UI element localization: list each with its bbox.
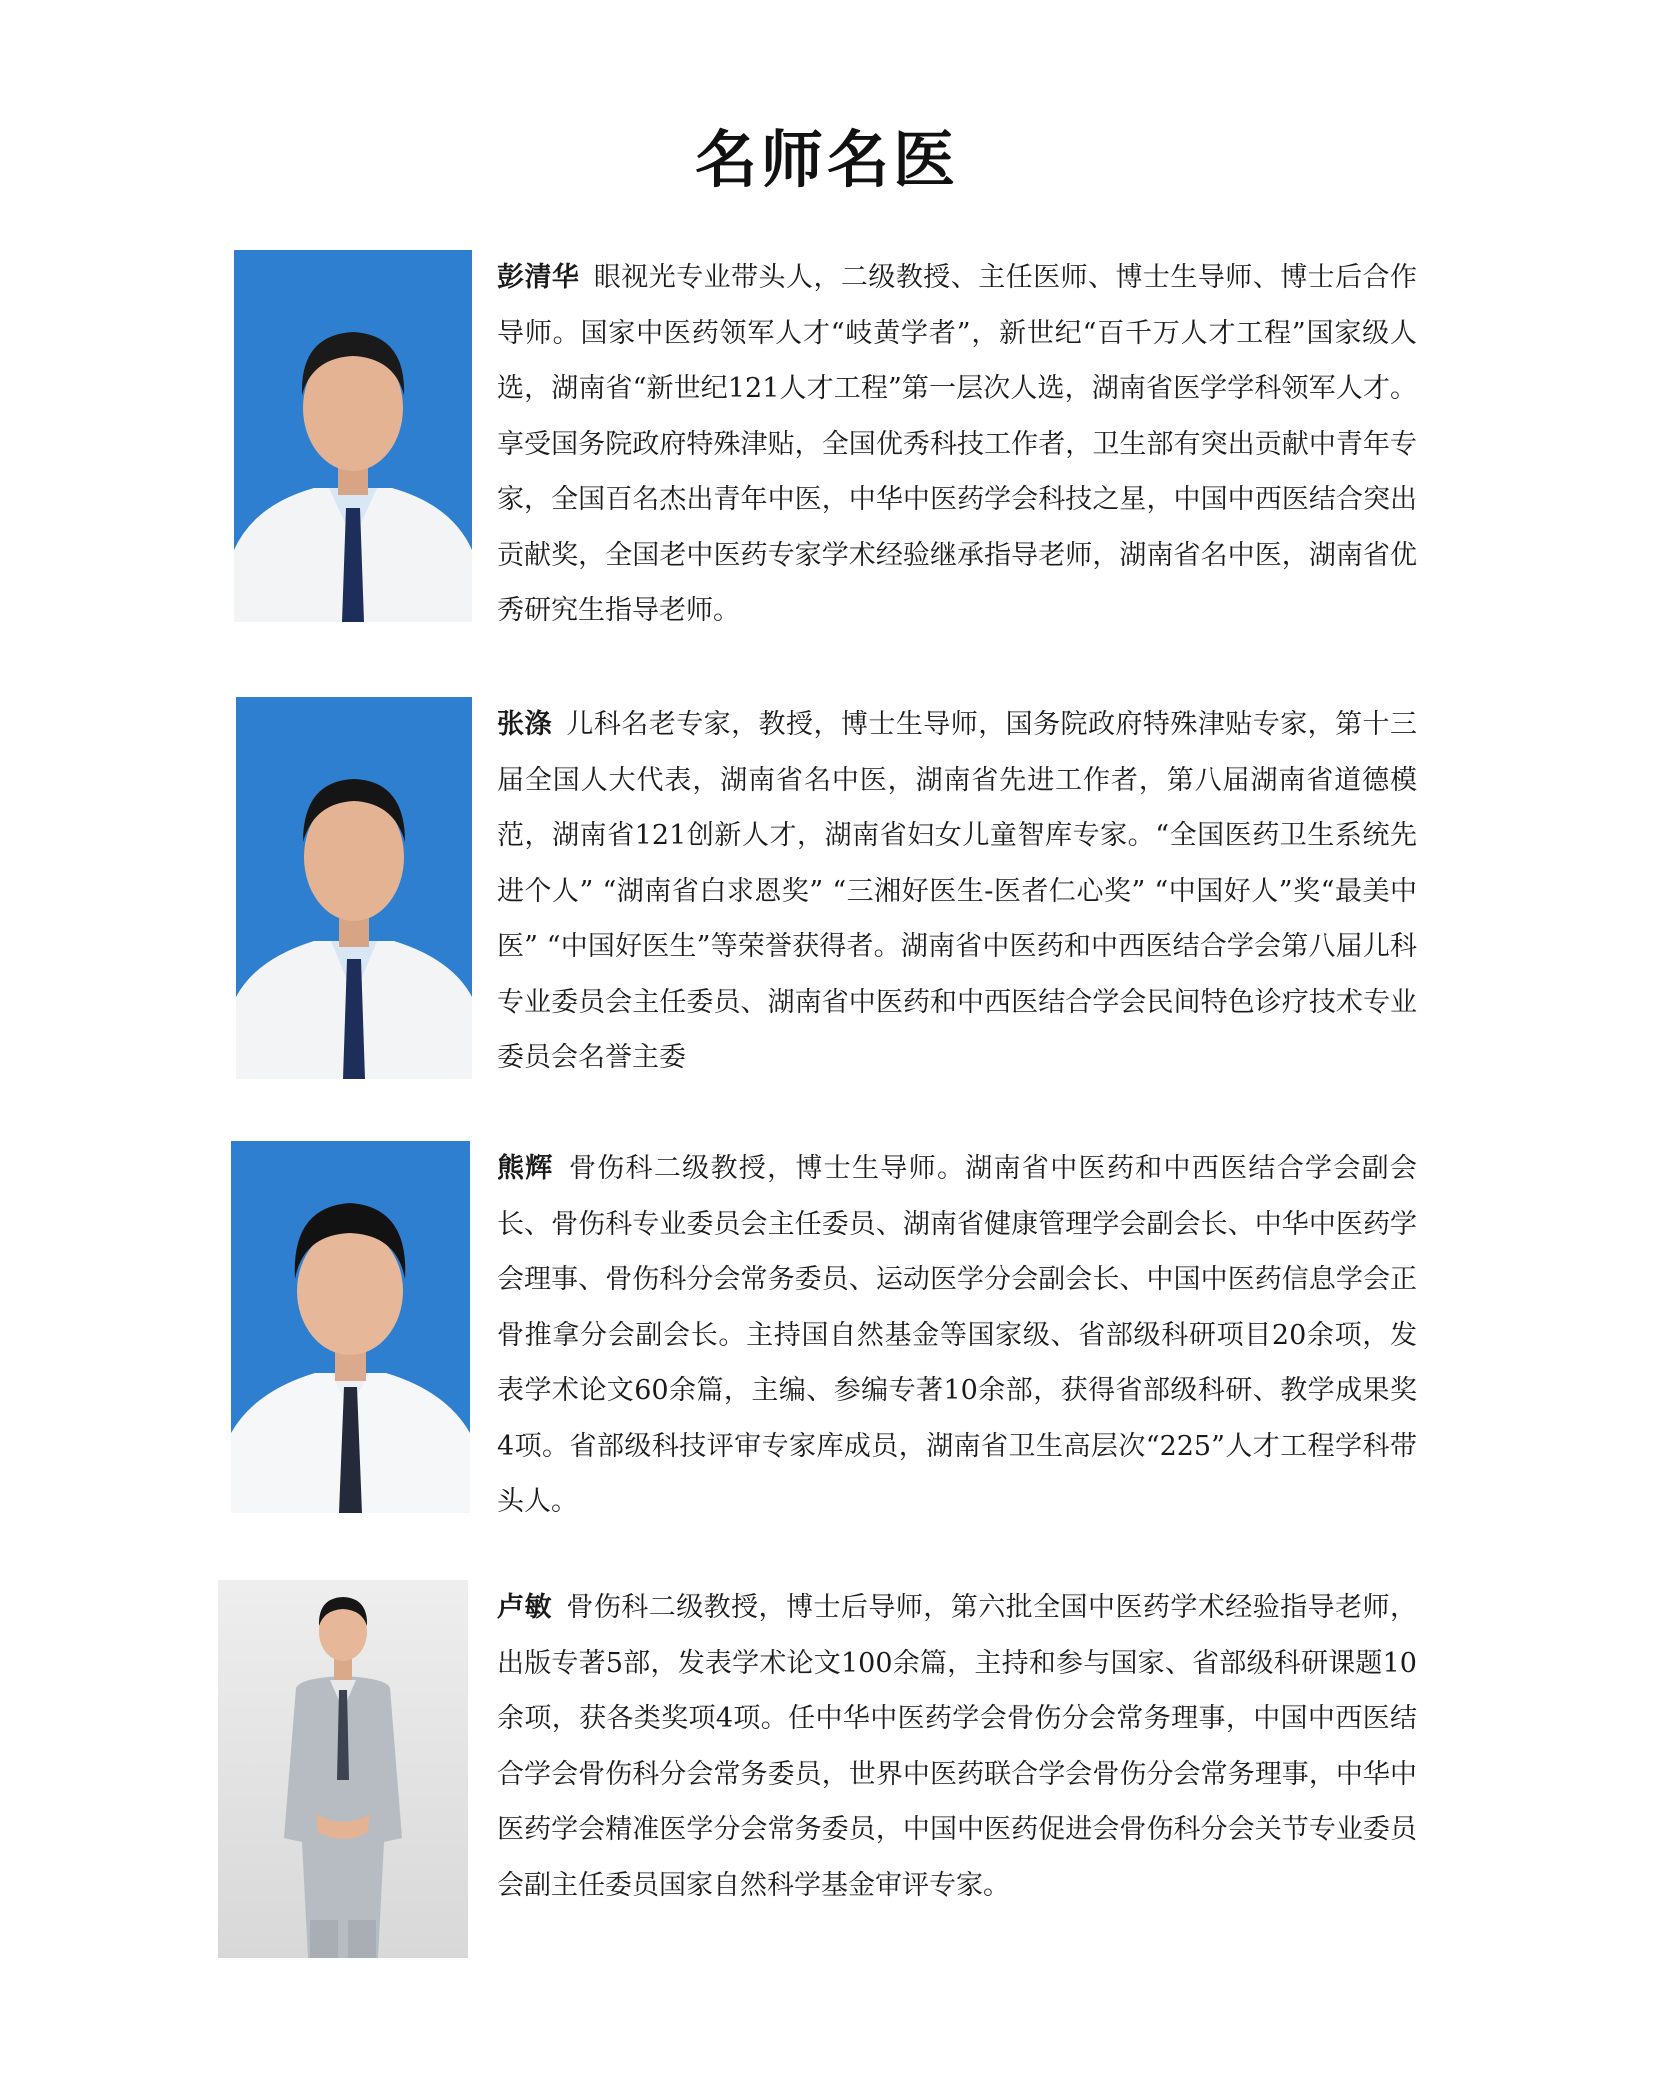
- doctor-photo: [234, 250, 472, 622]
- doctor-portrait-image: [236, 697, 472, 1079]
- doctor-portrait-image: [218, 1580, 468, 1958]
- doctor-bio-block: [497, 250, 1417, 639]
- doctor-bio: 骨伤科二级教授，博士生导师。湖南省中医药和中西医结合学会副会长、骨伤科专业委员会主任委员、湖南省健康管理学会副会长、中华中医药学会理事、骨伤科分会常务委员、运动医学分会副会长、中国中医药信息学会正骨推拿分会副会长。主持国自然基金等国家级、省部级科研项目20余项，发表学术论文60余篇，主编、参编专著10余部，获得省部级科研、教学成果奖4项。省部级科技评审专家库成员，湖南省卫生高层次“225”人才工程学科带头人。: [497, 1153, 1417, 1517]
- doctor-bio: 儿科名老专家，教授，博士生导师，国务院政府特殊津贴专家，第十三届全国人大代表，湖南省名中医，湖南省先进工作者，第八届湖南省道德模范，湖南省121创新人才，湖南省妇女儿童智库专家。“全国医药卫生系统先进个人” “湖南省白求恩奖” “三湘好医生-医者仁心奖” “中国好人”奖“最美中医” “中国好医生”等荣誉获得者。湖南省中医药和中西医结合学会第八届儿科专业委员会主任委员、湖南省中医药和中西医结合学会民间特色诊疗技术专业委员会名誉主委: [497, 709, 1418, 1073]
- doctor-portrait-image: [234, 250, 472, 622]
- doctor-bio: 眼视光专业带头人，二级教授、主任医师、博士生导师、博士后合作导师。国家中医药领军人才“岐黄学者”，新世纪“百千万人才工程”国家级人选，湖南省“新世纪121人才工程”第一层次人选，湖南省医学学科领军人才。享受国务院政府特殊津贴，全国优秀科技工作者，卫生部有突出贡献中青年专家，全国百名杰出青年中医，中华中医药学会科技之星，中国中西医结合突出贡献奖，全国老中医药专家学术经验继承指导老师，湖南省名中医，湖南省优秀研究生指导老师。: [497, 262, 1418, 626]
- doctor-name: 卢敏: [497, 1592, 552, 1623]
- doctor-bio: 骨伤科二级教授，博士后导师，第六批全国中医药学术经验指导老师，出版专著5部，发表学术论文100余篇，主持和参与国家、省部级科研课题10余项，获各类奖项4项。任中华中医药学会骨伤分会常务理事，中国中西医结合学会骨伤科分会常务委员，世界中医药联合学会骨伤分会常务理事，中华中医药学会精准医学分会常务委员，中国中医药促进会骨伤科分会关节专业委员会副主任委员国家自然科学基金审评专家。: [497, 1592, 1418, 1901]
- doctor-bio-block: [497, 697, 1417, 1086]
- doctor-name: 熊辉: [497, 1153, 554, 1184]
- doctor-bio-block: [497, 1141, 1417, 1530]
- doctor-name: 彭清华: [497, 262, 580, 293]
- doctor-portrait-image: [231, 1141, 470, 1513]
- doctor-photo: [236, 697, 472, 1079]
- doctor-bio-block: [497, 1580, 1417, 1913]
- doctor-photo: [231, 1141, 470, 1513]
- doctor-name: 张涤: [497, 709, 552, 740]
- page-title: 名师名医: [694, 123, 959, 196]
- doctor-photo: [218, 1580, 468, 1958]
